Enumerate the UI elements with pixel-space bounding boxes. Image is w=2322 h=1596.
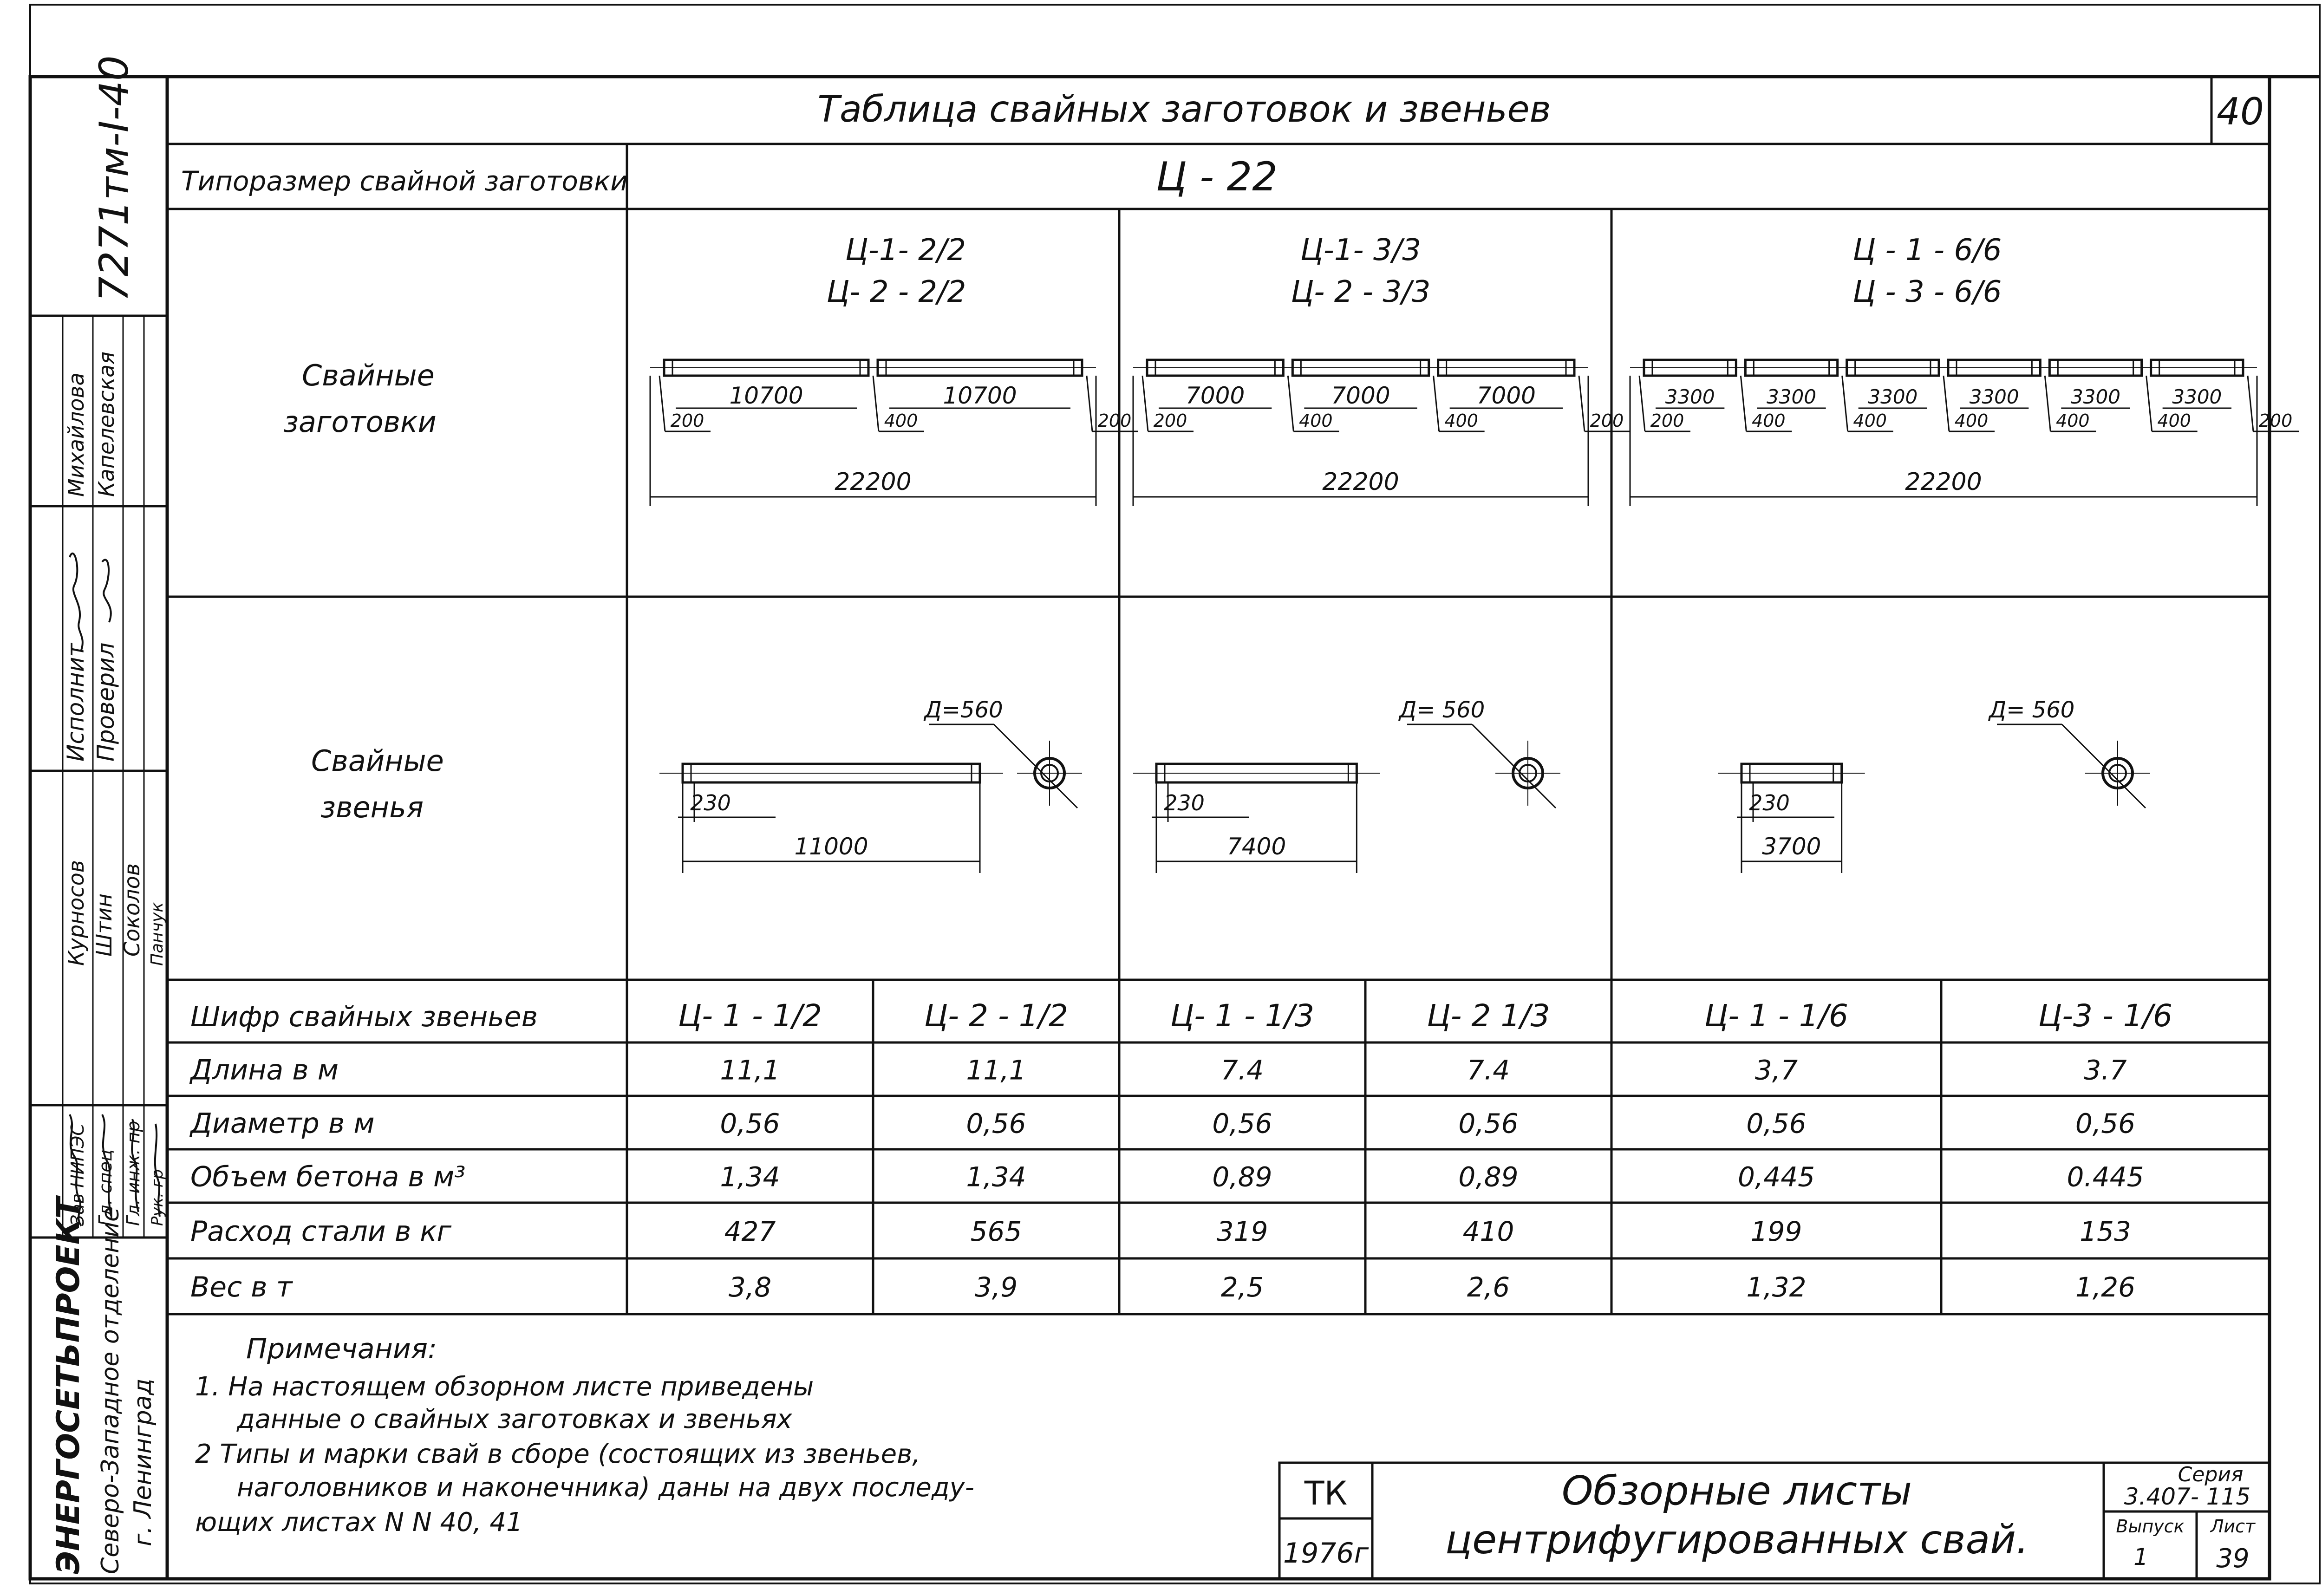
role-chief-specialist: Гл. спец [95,1149,116,1226]
gap-label: 200 [670,410,704,431]
sidebar [30,55,167,1574]
total-length-label: 22200 [1905,468,1982,496]
blank-mark-3-top: Ц - 1 - 6/6 [1852,233,2002,267]
gap-label: 200 [1097,410,1132,431]
segment-length-label: 3300 [1767,385,1816,408]
links-label-2: звенья [320,790,424,824]
table-cell: 319 [1216,1216,1268,1247]
table-row-label: Расход стали в кг [190,1215,452,1248]
segment-length-label: 10700 [729,382,803,409]
total-length-label: 22200 [1322,468,1399,496]
notes-title: Примечания: [246,1333,437,1365]
blanks-label-2: заготовки [283,405,437,439]
table-cell: 153 [2080,1216,2131,1247]
table-cell: 1,34 [966,1161,1026,1193]
gap-leader [873,376,879,431]
blank-drawing-3 [1630,360,2299,506]
table-cell: 0,89 [1458,1161,1519,1193]
role-head-nipes: Зав НИПЭС [67,1123,88,1226]
links-label-1: Свайные [311,744,444,778]
note-line-1: 1. На настоящем обзорном листе приведены [195,1372,814,1402]
blank-drawing-1 [650,360,1138,506]
table-row-label: Диаметр в м [190,1107,375,1140]
role-group-head: Рук. гр [148,1169,167,1226]
title-block [1279,1463,2270,1579]
table-cell: 427 [724,1216,776,1247]
link-drawings [659,697,2150,873]
doc-code: 7271тм-I-40 [91,55,137,302]
gap-leader [2248,376,2253,431]
gap-label: 200 [2258,410,2293,431]
gap-leader [1579,376,1585,431]
table-row-label: Объем бетона в м³ [190,1160,466,1193]
note-line-4: наголовников и наконечника) даны на двух последу- [237,1472,974,1503]
table-cell: 2,6 [1467,1271,1510,1303]
diameter-leader [1472,724,1556,808]
blanks-column-3 [1853,233,2002,309]
gap-label: 400 [1299,410,1333,431]
role-checker: Проверил [92,642,119,762]
table-cell: 199 [1750,1216,1802,1247]
segment-length-label: 10700 [943,382,1017,409]
table-cell: 565 [970,1216,1022,1247]
gap-label: 400 [1853,410,1887,431]
segment-length-label: 3300 [1969,385,2019,408]
segment-length-label: 3300 [1868,385,1918,408]
name-kapelevskaya: Капелевская [94,352,119,497]
org-city: г. Ленинград [129,1378,157,1546]
table-title: Таблица свайных заготовок и звеньев [817,89,1551,130]
link-offset-label: 230 [1164,790,1205,815]
table-cell: 7.4 [1220,1054,1264,1086]
org-division: Северо-Западное отделение [97,1207,124,1574]
table-header-cell: Ц- 2 - 1/2 [924,998,1069,1034]
gap-leader [659,376,665,431]
gap-label: 200 [1590,410,1624,431]
name-mikhailova: Михайлова [64,372,89,497]
issue-number: 1 [2133,1544,2148,1570]
table-cell: 1,26 [2075,1271,2136,1303]
gap-leader [1434,376,1439,431]
gap-label: 400 [884,410,918,431]
gap-leader [2146,376,2152,431]
table-cell: 410 [1462,1216,1514,1247]
gap-label: 400 [1752,410,1786,431]
gap-leader [1087,376,1092,431]
typesize-label: Типоразмер свайной заготовки [181,165,628,197]
segment-length-label: 7000 [1476,382,1536,409]
table-cell: 0.445 [2067,1161,2144,1193]
table-cell: 2,5 [1220,1271,1264,1303]
table-header-cell: Ц- 1 - 1/3 [1170,998,1315,1034]
table-header-label: Шифр свайных звеньев [190,1001,538,1033]
gap-label: 400 [2157,410,2191,431]
gap-label: 400 [1444,410,1478,431]
blank-mark-1-bottom: Ц- 2 - 2/2 [826,275,966,309]
table-header-cell: Ц-3 - 1/6 [2038,998,2173,1034]
link-offset-label: 230 [1749,790,1790,815]
note-line-3: 2 Типы и марки свай в сборе (состоящих из звеньев, [195,1439,920,1469]
gap-label: 200 [1650,410,1684,431]
blanks-column-1 [827,233,966,309]
typesize-value: Ц - 22 [1156,154,1278,200]
table-cell: 11,1 [966,1054,1026,1086]
signature-1 [70,554,83,650]
table-cell: 0,56 [720,1107,780,1140]
sheet-label: Лист [2210,1516,2256,1537]
title-block-tk: ТК [1304,1474,1348,1512]
table-cell: 0,56 [1458,1107,1519,1140]
table-row-label: Вес в т [190,1271,293,1303]
link-drawing-3 [1718,697,2150,873]
table-cell: 1,34 [720,1161,780,1193]
note-line-5: ющих листах N N 40, 41 [195,1507,523,1537]
name-shtin: Штин [91,893,117,957]
title-block-name-2: центрифугированных свай. [1445,1517,2029,1563]
note-line-2: данные о свайных заготовках и звеньях [237,1404,792,1434]
blanks-column-2 [1291,233,1431,309]
sheet-number: 39 [2216,1544,2250,1574]
name-panchuk: Панчук [148,902,167,966]
title-block-name-1: Обзорные листы [1561,1468,1912,1514]
table-row-label: Длина в м [190,1054,339,1087]
table-cell: 0,445 [1737,1161,1815,1193]
table-cell: 11,1 [720,1054,780,1086]
table-header-cell: Ц- 1 - 1/2 [678,998,822,1034]
org-name: ЭНЕРГОСЕТЬПРОЕКТ [50,1197,87,1574]
table-cell: 3,7 [1755,1054,1798,1086]
table-cell: 3.7 [2084,1054,2127,1086]
link-drawing-2 [1133,697,1560,873]
segment-length-label: 3300 [1665,385,1715,408]
blanks-label-1: Свайные [302,358,435,392]
notes [195,1333,974,1537]
blank-drawing-2 [1133,360,1630,506]
issue-label: Выпуск [2116,1516,2185,1537]
series-number: 3.407- 115 [2124,1483,2251,1510]
blank-drawings [650,360,2299,506]
table-cell: 0,56 [2075,1107,2136,1140]
series-label: Серия [2178,1463,2244,1486]
total-length-label: 22200 [835,468,912,496]
segment-length-label: 3300 [2172,385,2222,408]
role-executor: Исполнит [62,643,89,762]
diameter-leader [994,724,1077,808]
signature-2 [102,560,111,622]
gap-leader [1639,376,1645,431]
table-cell: 0,56 [1212,1107,1272,1140]
name-kurnosov: Курносов [64,860,89,966]
diameter-label: Д= 560 [1399,697,1485,723]
link-drawing-1 [659,697,1082,873]
diameter-label: Д= 560 [1989,697,2075,723]
table-header-cell: Ц- 1 - 1/6 [1704,998,1849,1034]
gap-leader [1288,376,1293,431]
blank-mark-2-top: Ц-1- 3/3 [1300,233,1421,267]
parameter-table [167,980,2270,1314]
name-sokolov: Соколов [119,863,144,957]
diameter-leader [2062,724,2146,808]
table-cell: 3,9 [974,1271,1018,1303]
gap-leader [1741,376,1746,431]
segment-length-label: 7000 [1331,382,1390,409]
link-length-label: 3700 [1762,833,1821,860]
segment-length-label: 7000 [1186,382,1245,409]
gap-label: 200 [1153,410,1187,431]
gap-leader [1842,376,1848,431]
segment-length-label: 3300 [2071,385,2120,408]
link-length-label: 11000 [794,833,868,860]
title-block-year: 1976г [1283,1537,1369,1570]
table-cell: 0,56 [966,1107,1026,1140]
gap-label: 400 [2056,410,2090,431]
blank-mark-3-bottom: Ц - 3 - 6/6 [1852,275,2002,309]
table-header-cell: Ц- 2 1/3 [1427,998,1550,1034]
table-cell: 0,56 [1746,1107,1807,1140]
link-length-label: 7400 [1227,833,1286,860]
table-cell: 7.4 [1467,1054,1510,1086]
table-cell: 0,89 [1212,1161,1272,1193]
link-offset-label: 230 [690,790,731,815]
role-chief-engineer: Гл. инж. пр [123,1120,143,1226]
blank-mark-2-bottom: Ц- 2 - 3/3 [1291,275,1431,309]
gap-label: 400 [1954,410,1989,431]
blank-mark-1-top: Ц-1- 2/2 [845,233,966,267]
gap-leader [2045,376,2050,431]
page-number: 40 [2217,90,2264,133]
gap-leader [1142,376,1148,431]
gap-leader [1944,376,1949,431]
diameter-label: Д=560 [924,697,1003,723]
table-cell: 3,8 [728,1271,772,1303]
table-cell: 1,32 [1746,1271,1807,1303]
